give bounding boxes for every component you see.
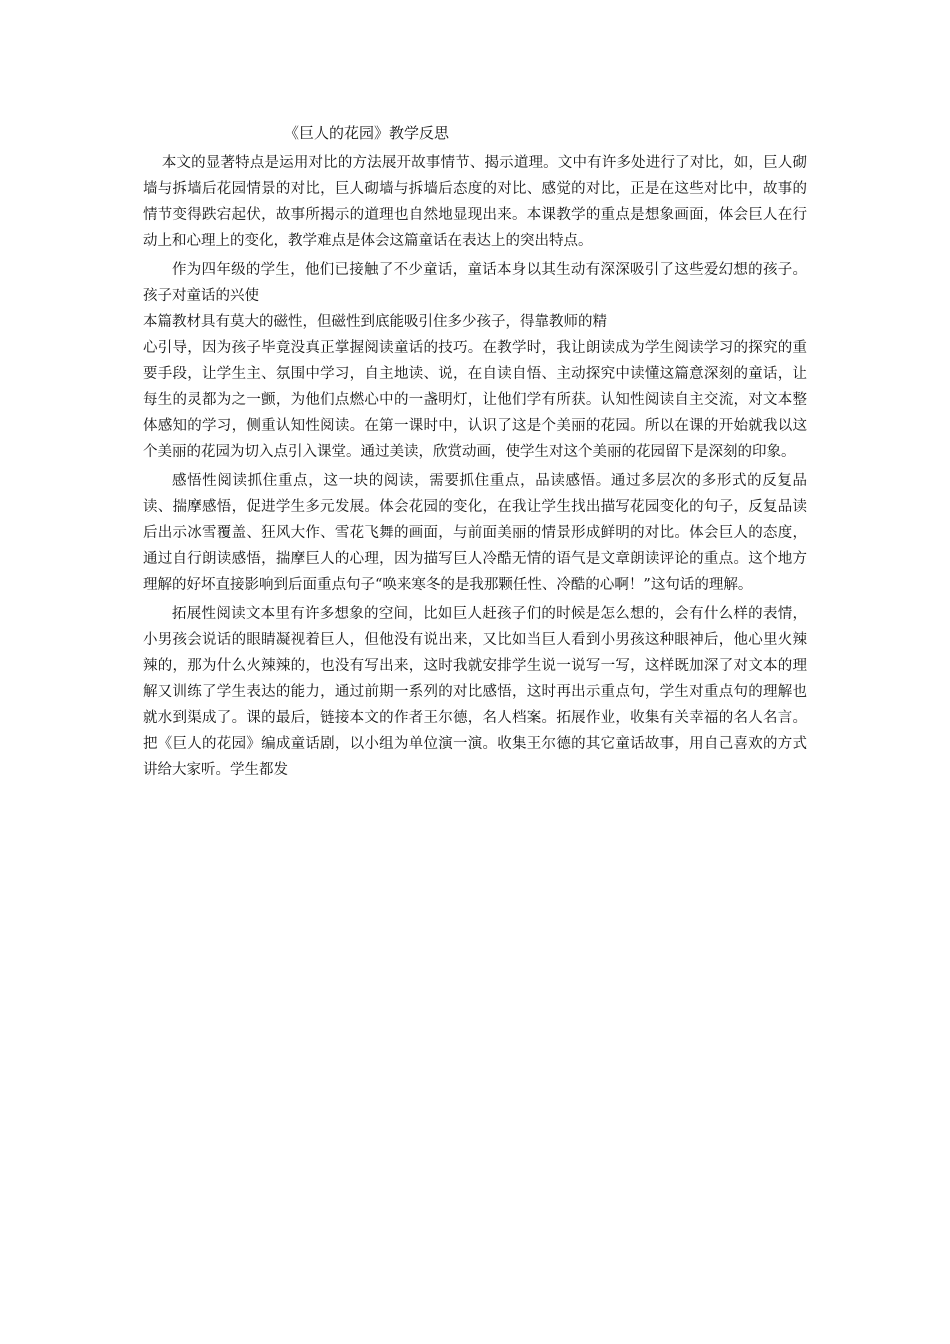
paragraph-textbook-attraction: 本篇教材具有莫大的磁性，但磁性到底能吸引住多少孩子，得靠教师的精 [143, 314, 607, 330]
paragraph-cognitive-reading: 心引导，因为孩子毕竟没真正掌握阅读童话的技巧。在教学时，我让朗读成为学生阅读学习的探究的重要手段，让学生主、氛围中学习，自主地读、说，在自读自悟、主动探究中读懂这篇意深刻的童话，让每生的灵都为之一颤，为他们点燃心中的一盏明灯，让他们学有所获。认知性阅读自主交流，对文本整体感知的学习，侧重认知性阅读。在第一课时中，认识了这是个美丽的花园。所以在课的开始就我以这个美丽的花园为切入点引入课堂。通过美读，欣赏动画，使学生对这个美丽的花园留下是深刻的印象。 [143, 340, 807, 460]
paragraph-extended-reading: 拓展性阅读文本里有许多想象的空间，比如巨人赶孩子们的时候是怎么想的，会有什么样的表情，小男孩会说话的眼睛凝视着巨人，但他没有说出来，又比如当巨人看到小男孩这种眼神后，他心里火辣辣的，那为什么火辣辣的，也没有写出来，这时我就安排学生说一说写一写，这样既加深了对文本的理解又训练了学生表达的能力，通过前期一系列的对比感悟，这时再出示重点句，学生对重点句的理解也就水到渠成了。课的最后，链接本文的作者王尔德，名人档案。拓展作业，收集有关幸福的名人名言。把《巨人的花园》编成童话剧，以小组为单位演一演。收集王尔德的其它童话故事，用自己喜欢的方式讲给大家听。学生都发 [143, 606, 807, 778]
paragraph-fairy-tale-interest: 作为四年级的学生，他们已接触了不少童话，童话本身以其生动有深深吸引了这些爱幻想的孩子。孩子对童话的兴使 [143, 262, 807, 304]
document-page [143, 120, 807, 783]
document-title: 《巨人的花园》教学反思 [284, 124, 450, 142]
paragraph-perceptive-reading: 感悟性阅读抓住重点，这一块的阅读，需要抓住重点，品读感悟。通过多层次的多形式的反复品读、揣摩感悟，促进学生多元发展。体会花园的变化，在我让学生找出描写花园变化的句子，反复品读后出示冰雪覆盖、狂风大作、雪花飞舞的画面，与前面美丽的情景形成鲜明的对比。体会巨人的态度，通过自行朗读感悟，揣摩巨人的心理，因为描写巨人冷酷无情的语气是文章朗读评论的重点。这个地方理解的好坏直接影响到后面重点句子“唤来寒冬的是我那颗任性、冷酷的心啊！”这句话的理解。 [143, 473, 807, 593]
paragraph-contrast-method: 本文的显著特点是运用对比的方法展开故事情节、揭示道理。文中有许多处进行了对比，如，巨人砌墙与拆墙后花园情景的对比，巨人砌墙与拆墙后态度的对比、感觉的对比，正是在这些对比中，故事的情节变得跌宕起伏，故事所揭示的道理也自然地显现出来。本课教学的重点是想象画面，体会巨人在行动上和心理上的变化，教学难点是体会这篇童话在表达上的突出特点。 [143, 155, 807, 249]
